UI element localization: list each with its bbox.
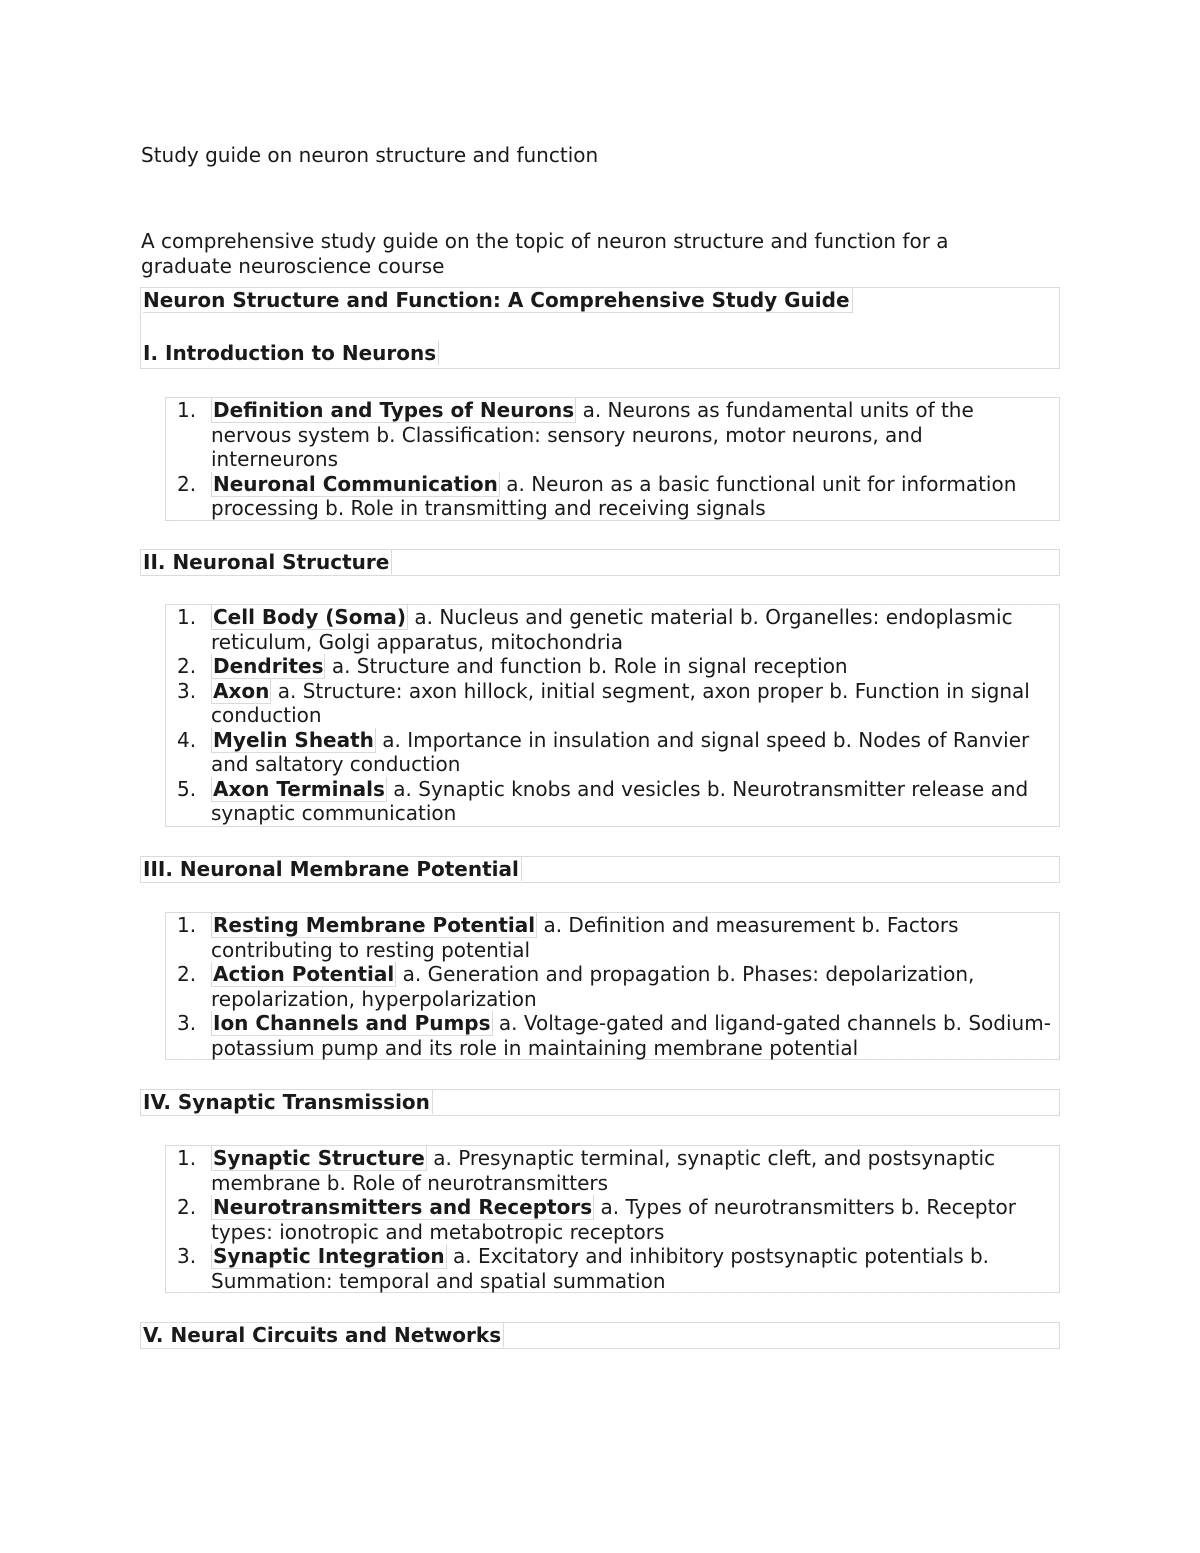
section-heading-1: I. Introduction to Neurons xyxy=(143,341,439,365)
list-item-text: a. Importance in insulation and signal speed b. Nodes of Ranvier and saltatory conduction xyxy=(211,727,1030,776)
section-heading-box-2 xyxy=(140,549,1060,576)
main-heading: Neuron Structure and Function: A Comprehensive Study Guide xyxy=(143,288,853,313)
list-item-text: a. Excitatory and inhibitory postsynaptic potentials b. Summation: temporal and spatial summation xyxy=(211,1244,990,1293)
list-item xyxy=(166,728,1059,777)
list-item-term: Cell Body (Soma) xyxy=(213,605,406,629)
main-heading-box xyxy=(140,287,1060,369)
section-heading-4: IV. Synaptic Transmission xyxy=(143,1090,433,1114)
document-subtitle: A comprehensive study guide on the topic of neuron structure and function for a graduate neuroscience course xyxy=(141,229,949,278)
list-item xyxy=(166,679,1059,728)
section-list-3 xyxy=(165,912,1060,1060)
section-heading-box-4 xyxy=(140,1089,1060,1116)
list-item-text: a. Voltage-gated and ligand-gated channels b. Sodium-potassium pump and its role in maintaining membrane potential xyxy=(211,1011,1051,1060)
list-item-term: Neurotransmitters and Receptors xyxy=(213,1195,593,1219)
list-item-number: 3. xyxy=(177,678,197,703)
list-item-term: Synaptic Integration xyxy=(213,1244,445,1268)
list-item-term: Neuronal Communication xyxy=(213,471,498,496)
list-item-term: Synaptic Structure xyxy=(213,1146,425,1170)
section-heading-box-3 xyxy=(140,856,1060,883)
list-item-term: Definition and Types of Neurons xyxy=(213,398,575,422)
list-item-number: 2. xyxy=(177,1195,197,1219)
list-item-text: a. Types of neurotransmitters b. Receptor types: ionotropic and metabotropic receptors xyxy=(211,1195,1016,1244)
list-item-number: 3. xyxy=(177,1244,197,1268)
list-item-number: 2. xyxy=(177,654,197,678)
list-item-number: 4. xyxy=(177,727,197,752)
list-item-term: Resting Membrane Potential xyxy=(213,913,536,937)
list-item xyxy=(166,1146,1059,1195)
list-item-number: 1. xyxy=(177,1146,197,1170)
list-item xyxy=(166,654,1059,679)
list-item xyxy=(166,1195,1059,1244)
section-heading-box-5 xyxy=(140,1322,1060,1349)
list-item-text: a. Presynaptic terminal, synaptic cleft, and postsynaptic membrane b. Role of neurotransmitters xyxy=(211,1146,996,1195)
list-item-text: a. Structure: axon hillock, initial segment, axon proper b. Function in signal conduction xyxy=(211,678,1030,727)
list-item xyxy=(166,1244,1059,1293)
list-item-number: 5. xyxy=(177,776,197,801)
list-item-term: Dendrites xyxy=(213,654,324,678)
list-item xyxy=(166,962,1059,1011)
list-item xyxy=(166,398,1059,472)
list-item-text: a. Neuron as a basic functional unit for information processing b. Role in transmitting and receiving signals xyxy=(211,471,1017,520)
section-list-2 xyxy=(165,604,1060,827)
list-item-term: Ion Channels and Pumps xyxy=(213,1011,491,1035)
list-item xyxy=(166,605,1059,654)
list-item-number: 1. xyxy=(177,605,197,629)
list-item-term: Myelin Sheath xyxy=(213,727,374,752)
list-item-text: a. Definition and measurement b. Factors contributing to resting potential xyxy=(211,913,959,962)
list-item xyxy=(166,1011,1059,1060)
list-item-text: a. Structure and function b. Role in signal reception xyxy=(331,654,848,678)
list-item-term: Axon Terminals xyxy=(213,776,385,801)
list-item-number: 1. xyxy=(177,913,197,937)
section-heading-5: V. Neural Circuits and Networks xyxy=(143,1323,504,1347)
list-item-number: 2. xyxy=(177,962,197,986)
list-item-number: 3. xyxy=(177,1011,197,1035)
list-item-number: 1. xyxy=(177,398,197,422)
list-item xyxy=(166,472,1059,521)
document-title: Study guide on neuron structure and function xyxy=(141,143,599,167)
list-item xyxy=(166,777,1059,826)
list-item-text: a. Synaptic knobs and vesicles b. Neurotransmitter release and synaptic communication xyxy=(211,776,1029,825)
list-item-number: 2. xyxy=(177,471,197,496)
list-item-term: Action Potential xyxy=(213,962,395,986)
list-item-text: a. Nucleus and genetic material b. Organelles: endoplasmic reticulum, Golgi apparatus, mitochondria xyxy=(211,605,1013,654)
section-heading-3: III. Neuronal Membrane Potential xyxy=(143,857,522,881)
list-item-text: a. Generation and propagation b. Phases: depolarization, repolarization, hyperpolarization xyxy=(211,962,975,1011)
section-heading-2: II. Neuronal Structure xyxy=(143,550,392,574)
list-item-term: Axon xyxy=(213,678,270,703)
section-list-1 xyxy=(165,397,1060,521)
list-item xyxy=(166,913,1059,962)
list-item-text: a. Neurons as fundamental units of the nervous system b. Classification: sensory neurons, motor neurons, and interneurons xyxy=(211,398,974,471)
section-list-4 xyxy=(165,1145,1060,1293)
